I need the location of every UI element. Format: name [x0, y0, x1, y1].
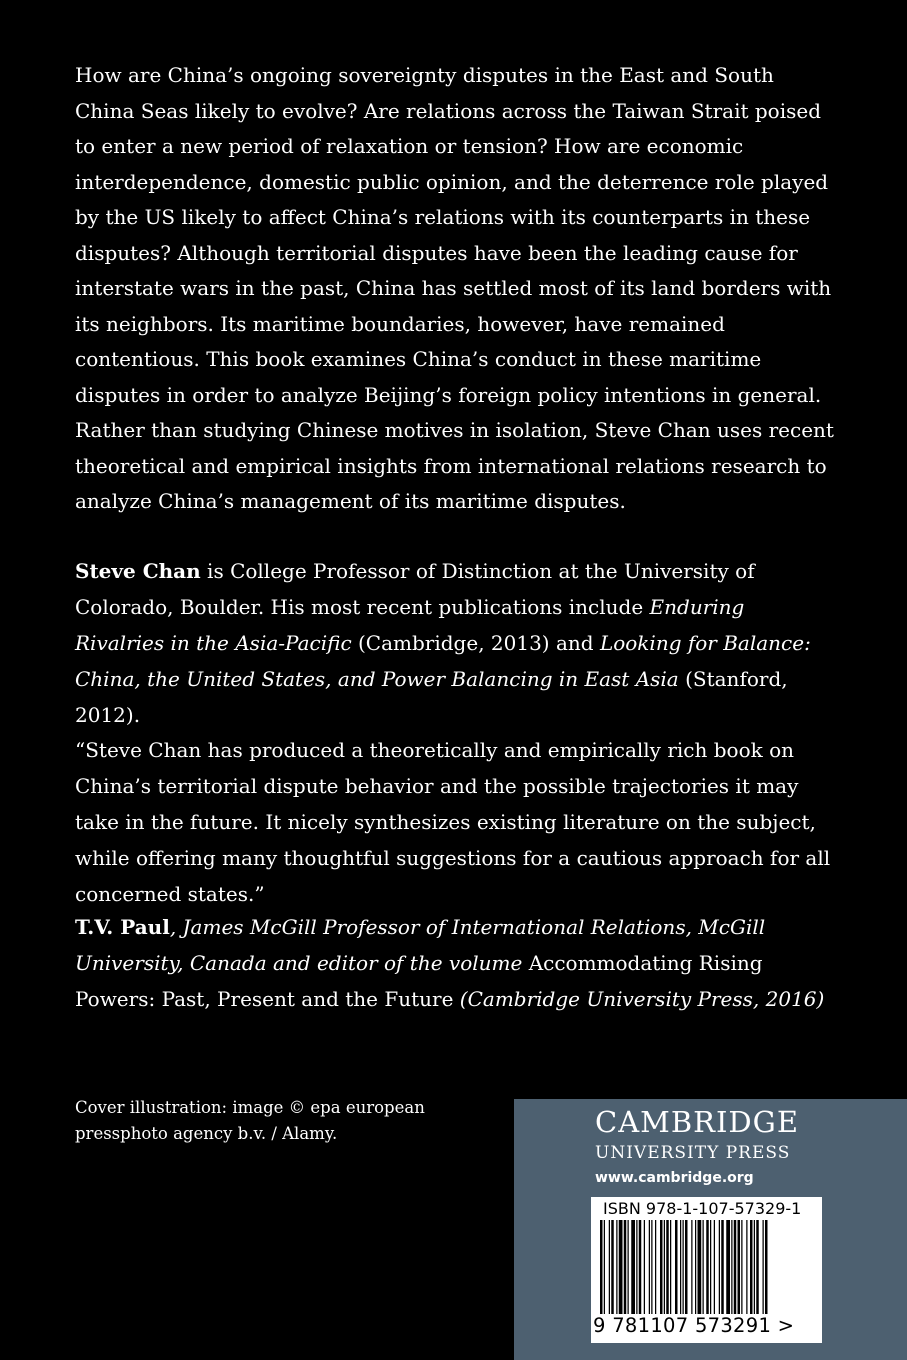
endorser-role: , James McGill Professor of International Relations, McGill University, Canada and editor of the volume	[75, 915, 766, 975]
isbn-label: ISBN 978-1-107-57329-1	[603, 1199, 802, 1218]
endorsement-quote: “Steve Chan has produced a theoretically and empirically rich book on China’s territorial dispute behavior and the possible trajectories it may take in the future. It nicely synthesizes existing literature on the subject, while offering many thoughtful suggestions for a cautious approach for all concerned states.”	[75, 738, 831, 906]
author-name: Steve Chan	[75, 559, 201, 583]
bio-text-3: (Stanford, 2012).	[75, 667, 788, 727]
barcode-icon	[594, 1220, 819, 1316]
publisher-subtitle: UNIVERSITY PRESS	[595, 1143, 791, 1163]
blurb-paragraph: How are China’s ongoing sovereignty disputes in the East and South China Seas likely to evolve? Are relations across the Taiwan Strait poised to enter a new period of relaxation or tension? How are economic interdependence, domestic public opinion, and the deterrence role played by the US likely to affect China’s relations with its counterparts in these disputes? Although territorial disputes have been the leading cause for interstate wars in the past, China has settled most of its land borders with its neighbors. Its maritime boundaries, however, have remained contentious. This book examines China’s conduct in these maritime disputes in order to analyze Beijing’s foreign policy intentions in general. Rather than studying Chinese motives in isolation, Steve Chan uses recent theoretical and empirical insights from international relations research to analyze China’s management of its maritime disputes.	[75, 63, 834, 513]
cover-credit: Cover illustration: image © epa european pressphoto agency b.v. / Alamy.	[75, 1098, 425, 1143]
endorser-book-publisher: (Cambridge University Press, 2016)	[453, 987, 825, 1011]
author-bio	[75, 553, 835, 733]
publisher-panel	[514, 1099, 907, 1360]
endorser-name: T.V. Paul	[75, 915, 170, 939]
publisher-url: www.cambridge.org	[595, 1170, 754, 1186]
publisher-name: CAMBRIDGE	[595, 1105, 800, 1139]
endorsement-attribution	[75, 909, 835, 1017]
barcode-digits: 9 781107 573291 >	[593, 1314, 795, 1337]
bio-book-1: Enduring Rivalries in the Asia-Pacific	[75, 595, 745, 655]
bio-text-2: (Cambridge, 2013) and	[351, 631, 600, 655]
endorser-book: Accommodating Rising Powers: Past, Present and the Future	[75, 951, 763, 1011]
bio-book-2: Looking for Balance: China, the United States, and Power Balancing in East Asia	[75, 631, 811, 691]
bio-text-1: is College Professor of Distinction at the University of Colorado, Boulder. His most recent publications include	[75, 559, 755, 619]
barcode-box	[591, 1197, 822, 1343]
